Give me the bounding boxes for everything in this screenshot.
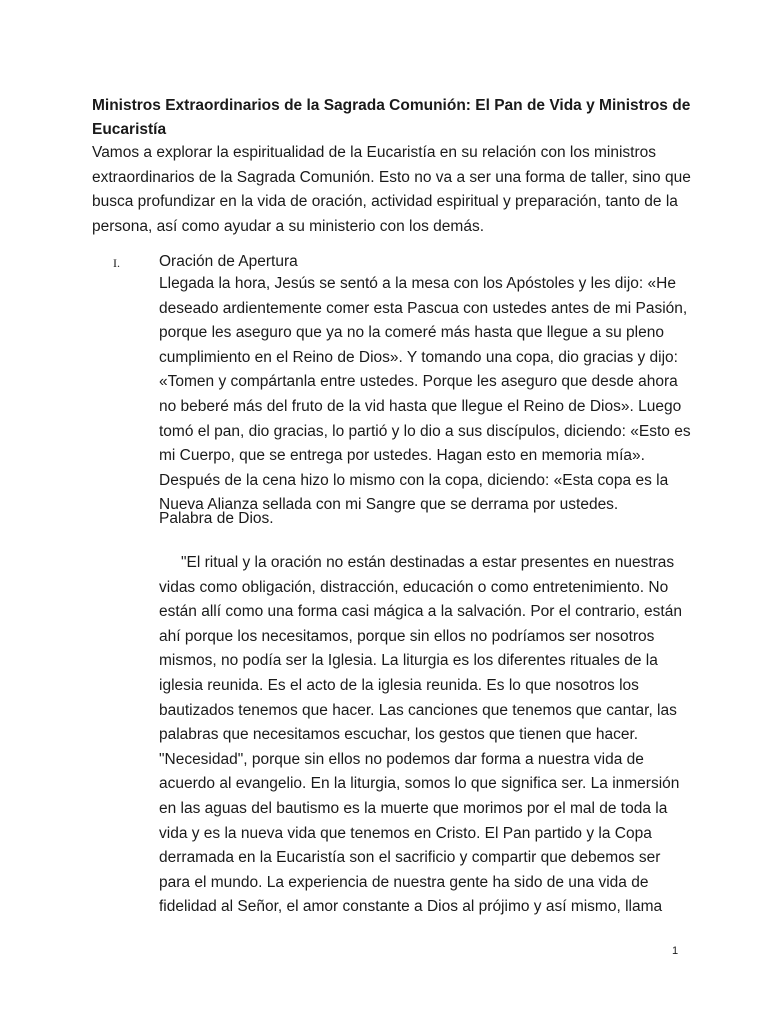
section-heading: Oración de Apertura — [159, 253, 298, 270]
word-of-god-heading: Palabra de Dios. — [159, 510, 274, 527]
scripture-paragraph: Llegada la hora, Jesús se sentó a la mesa con los Apóstoles y les dijo: «He deseado ardientemente comer esta Pascua con ustedes antes de mi Pasión, porque les aseguro que ya no la comeré más hasta que llegue a su pleno cumplimiento en el Reino de Dios». Y tomando una copa, dio gracias y dijo: «Tomen y compártanla entre ustedes. Porque les aseguro que desde ahora no beberé más del fruto de la vid hasta que llegue el Reino de Dios». Luego tomó el pan, dio gracias, lo partió y lo dio a sus discípulos, diciendo: «Esto es mi Cuerpo, que se entrega por ustedes. Hagan esto en memoria mía». Después de la cena hizo lo mismo con la copa, diciendo: «Esta copa es la Nueva Alianza sellada con mi Sangre que se derrama por ustedes. — [159, 275, 691, 514]
intro-paragraph: Vamos a explorar la espiritualidad de la Eucaristía en su relación con los ministros extraordinarios de la Sagrada Comunión. Esto no va a ser una forma de taller, sino que busca profundizar en la vida de oración, actividad espiritual y preparación, tanto de la persona, así como ayudar a su ministerio con los demás. — [92, 144, 691, 235]
section-list-marker: I. — [113, 256, 120, 270]
quote-paragraph: "El ritual y la oración no están destinadas a estar presentes en nuestras vidas como obligación, distracción, educación o como entretenimiento. No están allí como una forma casi mágica a la salvación. Por el contrario, están ahí porque los necesitamos, porque sin ellos no podríamos ser nosotros mismos, no podía ser la Iglesia. La liturgia es los diferentes rituales de la iglesia reunida. Es el acto de la iglesia reunida. Es lo que nosotros los bautizados tenemos que hacer. Las canciones que tenemos que cantar, las palabras que necesitamos escuchar, los gestos que tienen que hacer. "Necesidad", porque sin ellos no podemos dar forma a nuestra vida de acuerdo al evangelio. En la liturgia, somos lo que significa ser. La inmersión en las aguas del bautismo es la muerte que morimos por el mal de toda la vida y es la nueva vida que tenemos en Cristo. El Pan partido y la Copa derramada en la Eucaristía son el sacrificio y compartir que debemos ser para el mundo. La experiencia de nuestra gente ha sido de una vida de fidelidad al Señor, el amor constante a Dios al prójimo y así mismo, llama — [159, 554, 682, 916]
page-number: 1 — [672, 945, 679, 957]
document-title: Ministros Extraordinarios de la Sagrada Comunión: El Pan de Vida y Ministros de Eucaristía — [92, 97, 691, 138]
